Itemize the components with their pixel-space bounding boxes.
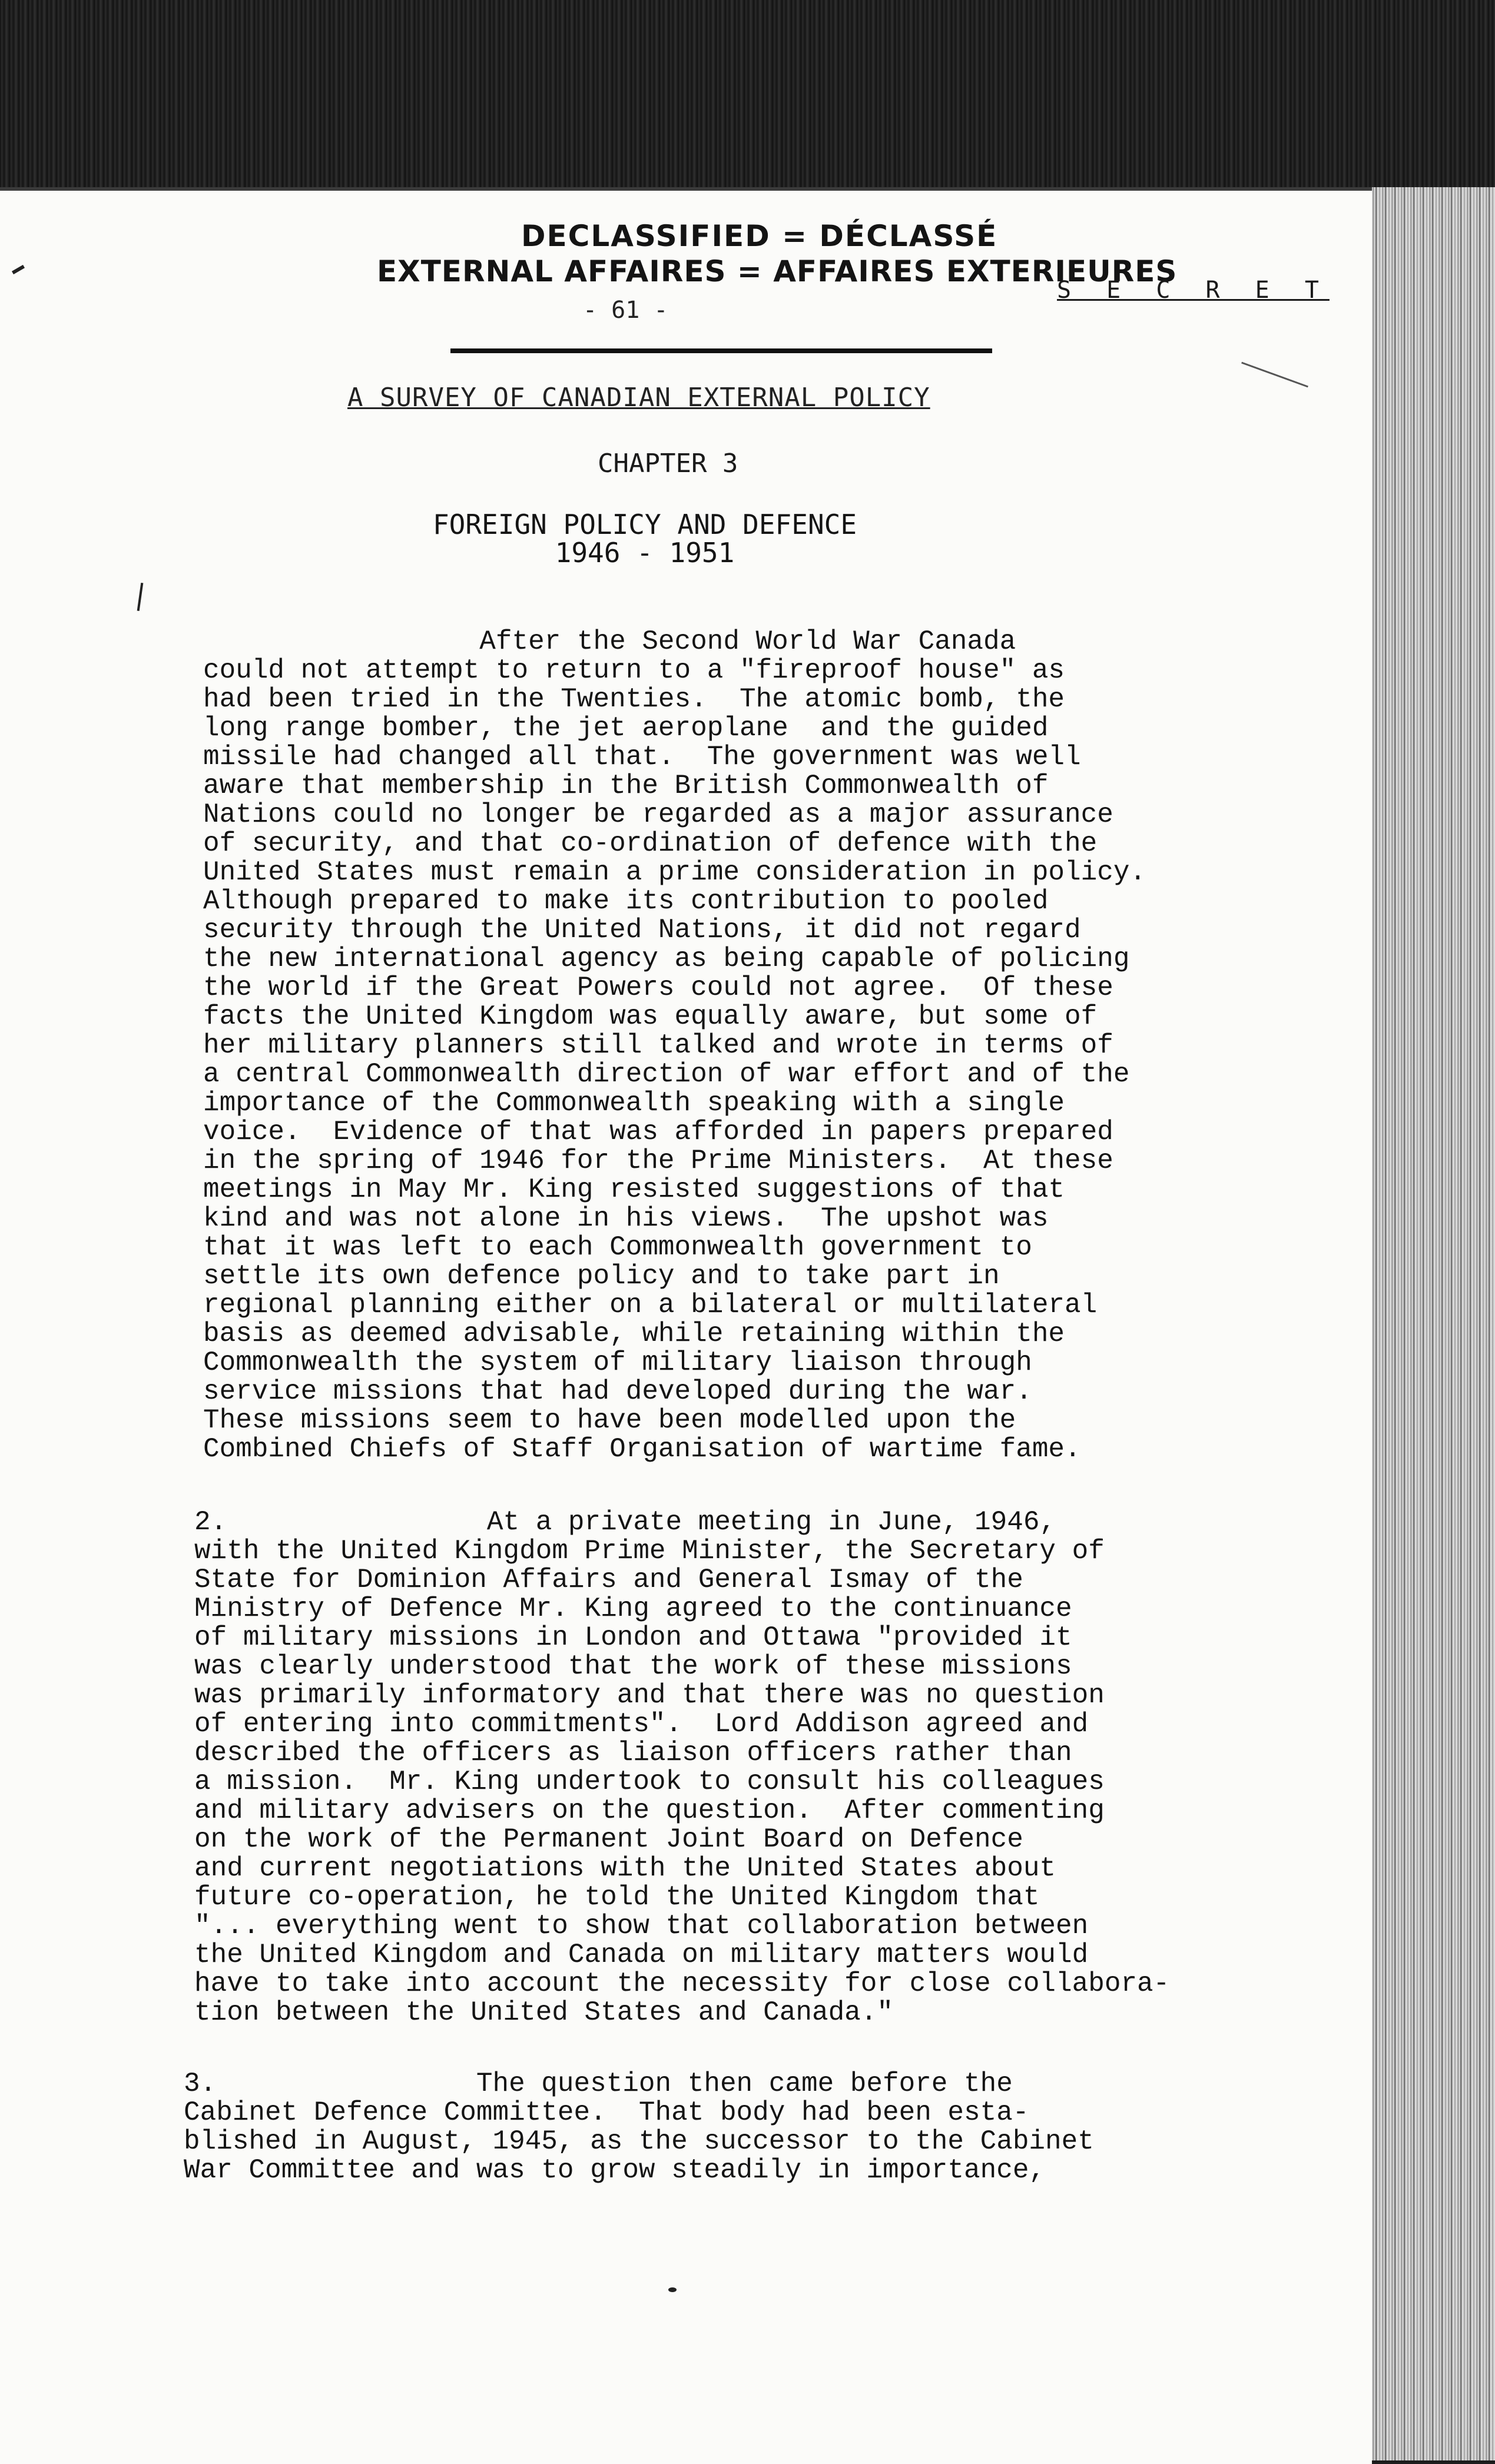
series-title: A SURVEY OF CANADIAN EXTERNAL POLICY bbox=[347, 383, 930, 413]
chapter-title: FOREIGN POLICY AND DEFENCE bbox=[432, 509, 857, 540]
page-number: - 61 - bbox=[583, 297, 668, 324]
paragraph-3: 3. The question then came before the Cabinet Defence Committee. That body had been esta- blished in August, 1945, as the successor to the Cabinet War Committee and was to grow steadily in importance, bbox=[184, 2068, 1094, 2186]
declassified-stamp: DECLASSIFIED = DÉCLASSÉ bbox=[521, 219, 998, 253]
chapter-heading: CHAPTER 3 bbox=[598, 449, 738, 479]
chapter-years: 1946 - 1951 bbox=[555, 537, 735, 569]
paragraph-1: After the Second World War Canada could not attempt to return to a "fireproof house" as had been tried in the Twenties. The atomic bomb, the long range bomber, the jet aeroplane and the guided missile had changed all that. The government was well aware that membership in the British Commonwealth of Nations could no longer be regarded as a major assurance of security, and that co-ordination of defence with the United States must remain a prime consideration in policy. Although prepared to make its contribution to pooled security through the United Nations, it did not regard the new international agency as being capable of policing the world if the Great Powers could not agree. Of these facts the United Kingdom was equally aware, but some of her military planners still talked and wrote in terms of a central Commonwealth direction of war effort and of the importance of the Commonwealth speaking with a single voice. Evidence of that was afforded in papers prepared in the spring of 1946 for the Prime Ministers. At these meetings in May Mr. King resisted suggestions of that kind and was not alone in his views. The upshot was that it was left to each Commonwealth government to settle its own defence policy and to take part in regional planning either on a bilateral or multilateral basis as deemed advisable, while retaining within the Commonwealth the system of military liaison through service missions that had developed during the war. These missions seem to have been modelled upon the Combined Chiefs of Staff Organisation of wartime fame. bbox=[203, 626, 1146, 1465]
paragraph-2: 2. At a private meeting in June, 1946, with the United Kingdom Prime Minister, the Secretary of State for Dominion Affairs and General Ismay of the Ministry of Defence Mr. King agreed to the continuance of military missions in London and Ottawa "provided it was clearly understood that the work of these missions was primarily informatory and that there was no question of entering into commitments". Lord Addison agreed and described the officers as liaison officers rather than a mission. Mr. King undertook to consult his colleagues and military advisers on the question. After commenting on the work of the Permanent Joint Board on Defence and current negotiations with the United States about future co-operation, he told the United Kingdom that "... everything went to show that collaboration between the United Kingdom and Canada on military matters would have to take into account the necessity for close collabora- tion between the United States and Canada." bbox=[194, 1507, 1170, 2028]
scan-speck bbox=[668, 2287, 677, 2292]
page-stack-edges bbox=[1372, 187, 1495, 2460]
external-affairs-stamp: EXTERNAL AFFAIRES = AFFAIRES EXTERIEURES bbox=[377, 254, 1178, 288]
header-rule bbox=[450, 348, 992, 353]
classification-label: S E C R E T bbox=[1057, 277, 1330, 304]
scan-background bbox=[0, 0, 1495, 194]
